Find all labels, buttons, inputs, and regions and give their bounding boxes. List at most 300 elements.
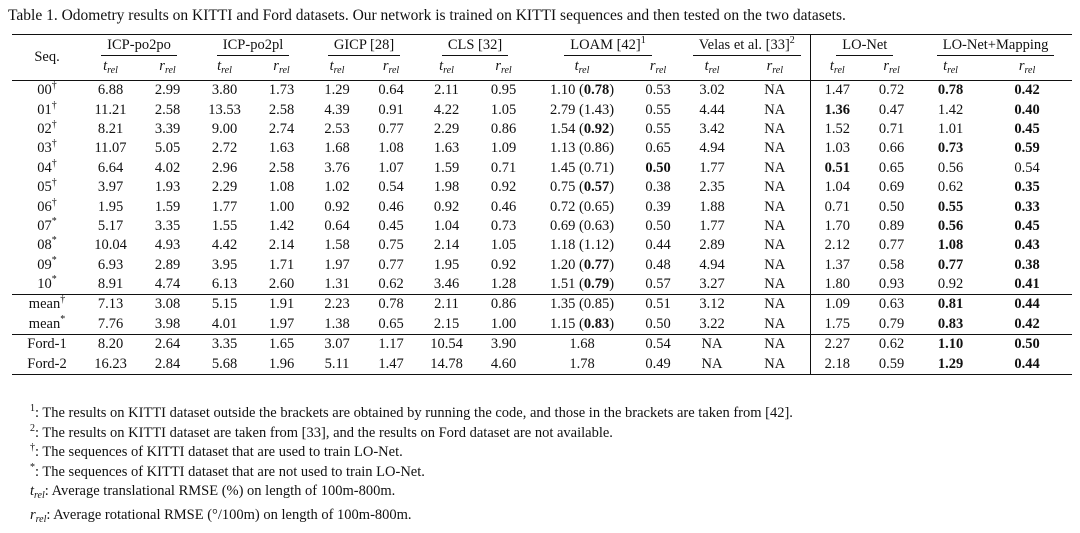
- value-cell: [740, 315, 810, 335]
- value-cell: [532, 100, 632, 119]
- cell-value: 0.77: [378, 120, 404, 137]
- value-cell: [82, 100, 139, 119]
- cell-value: 2.11: [434, 82, 459, 99]
- value-cell: [684, 178, 740, 197]
- value-cell: [532, 178, 632, 197]
- table-row: [12, 197, 1072, 216]
- value-cell: [632, 295, 684, 315]
- cell-value: 4.22: [433, 101, 460, 118]
- cell-value: 4.39: [324, 101, 350, 118]
- value-cell: [684, 100, 740, 119]
- cell-value: 1.98: [433, 179, 460, 196]
- cell-value: 1.37: [824, 256, 850, 273]
- metric-subscript: rel: [888, 65, 900, 76]
- value-cell: [418, 120, 475, 139]
- seq-mark: †: [51, 157, 57, 169]
- cell-value: 4.01: [211, 315, 238, 332]
- cell-value: 1.63: [268, 140, 295, 157]
- r-rel-header: [864, 57, 919, 81]
- method-name-text: ICP-po2po: [107, 37, 171, 53]
- seq-label: 07: [37, 217, 52, 234]
- cell-value: 1.47: [378, 355, 404, 372]
- value-cell: [475, 139, 532, 158]
- t-rel-header: [684, 57, 740, 81]
- cell-value: 0.83: [937, 315, 964, 332]
- method-name: [217, 36, 289, 56]
- seq-label: mean: [28, 315, 61, 332]
- cell-value: 3.76: [324, 159, 350, 176]
- value-cell: [864, 178, 919, 197]
- cell-value: 0.56: [937, 217, 964, 234]
- footnote-line: [30, 482, 1070, 506]
- value-cell: [253, 236, 310, 255]
- cell-value: 0.92: [490, 256, 517, 273]
- cell-value: 2.15: [433, 315, 460, 332]
- value-cell: [810, 159, 864, 178]
- value-cell: [919, 120, 982, 139]
- cell-value: 4.94: [699, 140, 725, 157]
- value-cell: [253, 256, 310, 275]
- cell-value: 1.35 (0.85): [549, 296, 615, 313]
- cell-value: 1.47: [824, 82, 850, 99]
- cell-value: 1.58: [324, 237, 350, 254]
- cell-value: 2.74: [268, 120, 295, 137]
- cell-value: 0.92: [324, 198, 350, 215]
- metric-subscript: rel: [655, 65, 667, 76]
- cell-value: 0.69: [878, 179, 905, 196]
- value-cell: [82, 197, 139, 216]
- value-cell: [632, 81, 684, 101]
- cell-value: 0.50: [878, 198, 905, 215]
- value-cell: [864, 139, 919, 158]
- value-cell: [740, 159, 810, 178]
- value-cell: [532, 335, 632, 355]
- cell-value: 2.89: [699, 237, 725, 254]
- value-cell: [864, 354, 919, 374]
- t-rel-header: [810, 57, 864, 81]
- t-rel-header: [418, 57, 475, 81]
- value-cell: [919, 100, 982, 119]
- method-header: [82, 35, 196, 58]
- cell-value: 1.80: [824, 276, 850, 293]
- cell-value: 2.29: [433, 120, 460, 137]
- cell-value: 0.71: [490, 159, 517, 176]
- cell-value: 0.64: [378, 82, 404, 99]
- metric-subscript: rel: [833, 65, 845, 76]
- value-cell: [982, 178, 1072, 197]
- value-cell: [632, 335, 684, 355]
- value-cell: [810, 256, 864, 275]
- value-cell: [864, 256, 919, 275]
- value-cell: [310, 335, 364, 355]
- cell-value: 1.73: [268, 82, 295, 99]
- cell-value: 1.17: [378, 336, 404, 353]
- value-cell: [310, 178, 364, 197]
- value-cell: [982, 217, 1072, 236]
- value-cell: [919, 81, 982, 101]
- seq-cell: [12, 120, 82, 139]
- metric-symbol: t: [943, 58, 948, 74]
- value-cell: [475, 354, 532, 374]
- cell-value: 0.49: [645, 355, 671, 372]
- value-cell: [982, 159, 1072, 178]
- value-cell: [253, 315, 310, 335]
- value-cell: [82, 335, 139, 355]
- cell-value: 1.15 (0.83): [549, 315, 615, 332]
- value-cell: [684, 256, 740, 275]
- cell-value: 0.45: [1014, 120, 1040, 137]
- cell-value: 0.35: [1014, 179, 1040, 196]
- value-cell: [139, 354, 196, 374]
- value-cell: [632, 197, 684, 216]
- t-rel-header: [919, 57, 982, 81]
- cell-value: 0.45: [1014, 217, 1040, 234]
- value-cell: [310, 197, 364, 216]
- value-cell: [364, 217, 418, 236]
- value-cell: [740, 81, 810, 101]
- value-cell: [982, 354, 1072, 374]
- value-cell: [532, 159, 632, 178]
- cell-value: 14.78: [430, 355, 463, 372]
- method-name-text: Velas et al. [33]: [698, 37, 790, 53]
- cell-value: 0.95: [490, 82, 517, 99]
- seq-cell: [12, 315, 82, 335]
- value-cell: [632, 178, 684, 197]
- value-cell: [982, 236, 1072, 255]
- cell-value: 1.68: [324, 140, 350, 157]
- seq-mark: †: [51, 99, 57, 111]
- value-cell: [810, 81, 864, 101]
- value-cell: [310, 159, 364, 178]
- value-cell: [740, 139, 810, 158]
- cell-value: 0.92: [490, 179, 517, 196]
- metric-symbol: t: [439, 58, 444, 74]
- mean-row: [12, 295, 1072, 315]
- value-cell: [684, 354, 740, 374]
- value-cell: [919, 256, 982, 275]
- value-cell: [684, 120, 740, 139]
- cell-value: 0.65: [645, 140, 671, 157]
- metric-subscript: rel: [278, 65, 290, 76]
- cell-value: 1.97: [324, 256, 350, 273]
- value-cell: [310, 100, 364, 119]
- value-cell: [919, 178, 982, 197]
- value-cell: [253, 100, 310, 119]
- cell-value: 1.96: [268, 355, 295, 372]
- value-cell: [253, 139, 310, 158]
- value-cell: [632, 275, 684, 295]
- cell-value: 0.69 (0.63): [549, 217, 615, 234]
- value-cell: [475, 217, 532, 236]
- cell-value: 1.51 (0.79): [549, 276, 615, 293]
- value-cell: [475, 315, 532, 335]
- seq-cell: [12, 100, 82, 119]
- value-cell: [864, 275, 919, 295]
- metric-symbol: t: [829, 58, 834, 74]
- cell-value: NA: [764, 179, 786, 196]
- cell-value: 0.73: [490, 217, 517, 234]
- cell-value: 6.13: [211, 276, 238, 293]
- seq-mark: †: [51, 80, 57, 92]
- footnote-text: : The sequences of KITTI dataset that are not used to train LO-Net.: [35, 463, 425, 480]
- method-header: [684, 35, 810, 58]
- cell-value: 0.51: [645, 296, 671, 313]
- cell-value: 1.59: [154, 198, 181, 215]
- value-cell: [253, 275, 310, 295]
- value-cell: [982, 275, 1072, 295]
- header-row-methods: [12, 35, 1072, 58]
- value-cell: [684, 217, 740, 236]
- value-cell: [364, 256, 418, 275]
- value-cell: [196, 236, 253, 255]
- t-rel-header: [532, 57, 632, 81]
- value-cell: [982, 335, 1072, 355]
- cell-value: 5.17: [97, 217, 124, 234]
- value-cell: [364, 236, 418, 255]
- t-rel-header: [310, 57, 364, 81]
- footnote-subscript: rel: [35, 513, 47, 525]
- seq-cell: [12, 354, 82, 374]
- cell-value: 0.86: [490, 120, 517, 137]
- value-cell: [684, 139, 740, 158]
- cell-value: 0.79: [878, 315, 905, 332]
- cell-value: 1.05: [490, 237, 517, 254]
- value-cell: [418, 81, 475, 101]
- value-cell: [740, 100, 810, 119]
- cell-value: 2.29: [211, 179, 238, 196]
- value-cell: [810, 236, 864, 255]
- value-cell: [982, 81, 1072, 101]
- cell-value: 7.76: [97, 315, 124, 332]
- value-cell: [632, 236, 684, 255]
- value-cell: [253, 120, 310, 139]
- cell-value: 10.54: [430, 336, 463, 353]
- method-header: [418, 35, 532, 58]
- value-cell: [740, 335, 810, 355]
- cell-value: 0.40: [1014, 101, 1040, 118]
- cell-value: 0.33: [1014, 198, 1040, 215]
- footnote-mark: 1: [30, 403, 35, 415]
- cell-value: 6.88: [97, 82, 124, 99]
- method-name-text: GICP [28]: [333, 37, 395, 53]
- cell-value: 4.44: [699, 101, 725, 118]
- value-cell: [864, 315, 919, 335]
- cell-value: 0.59: [1014, 140, 1040, 157]
- cell-value: 1.10: [937, 336, 964, 353]
- cell-value: 1.31: [324, 276, 350, 293]
- value-cell: [310, 217, 364, 236]
- cell-value: 0.75: [378, 237, 404, 254]
- cell-value: 3.98: [154, 315, 181, 332]
- seq-label: 10: [37, 276, 52, 293]
- cell-value: 0.43: [1014, 237, 1040, 254]
- value-cell: [740, 217, 810, 236]
- footnote-subscript: rel: [34, 490, 45, 502]
- cell-value: 1.36: [824, 101, 850, 118]
- method-footnote-mark: 1: [640, 35, 646, 47]
- value-cell: [196, 178, 253, 197]
- cell-value: 0.62: [378, 276, 404, 293]
- value-cell: [196, 159, 253, 178]
- cell-value: 0.54: [645, 336, 671, 353]
- value-cell: [919, 197, 982, 216]
- seq-cell: [12, 197, 82, 216]
- value-cell: [919, 275, 982, 295]
- cell-value: 0.86: [490, 296, 517, 313]
- value-cell: [532, 197, 632, 216]
- value-cell: [82, 295, 139, 315]
- value-cell: [418, 315, 475, 335]
- cell-value: 1.42: [268, 217, 295, 234]
- metric-subscript: rel: [221, 65, 232, 76]
- footnote-line: [30, 443, 1070, 463]
- cell-value: NA: [764, 217, 786, 234]
- cell-value: 2.58: [268, 159, 295, 176]
- cell-value: NA: [764, 82, 786, 99]
- cell-value: 0.48: [645, 256, 671, 273]
- value-cell: [418, 178, 475, 197]
- cell-value: 2.89: [154, 256, 181, 273]
- value-cell: [82, 256, 139, 275]
- cell-value: NA: [764, 355, 786, 372]
- value-cell: [684, 236, 740, 255]
- table-caption: Table 1. Odometry results on KITTI and Ford datasets. Our network is trained on KITTI sequences and then tested on the two datasets.: [8, 7, 846, 24]
- cell-value: 0.53: [645, 82, 671, 99]
- value-cell: [532, 315, 632, 335]
- cell-value: 0.50: [645, 315, 671, 332]
- value-cell: [196, 81, 253, 101]
- cell-value: 2.84: [154, 355, 181, 372]
- cell-value: 3.27: [699, 276, 725, 293]
- method-name: [564, 36, 651, 56]
- method-header: [919, 35, 1072, 58]
- cell-value: 0.93: [878, 276, 905, 293]
- metric-symbol: t: [217, 58, 222, 74]
- value-cell: [864, 100, 919, 119]
- cell-value: 0.50: [1014, 336, 1040, 353]
- cell-value: 4.93: [154, 237, 181, 254]
- cell-value: 2.35: [699, 179, 725, 196]
- r-rel-header: [139, 57, 196, 81]
- cell-value: NA: [764, 101, 786, 118]
- footnote-text: : The results on KITTI dataset outside the brackets are obtained by running the code, and those in the brackets are taken from [42].: [35, 405, 793, 421]
- cell-value: 1.09: [490, 140, 517, 157]
- cell-value: 3.35: [211, 336, 238, 353]
- value-cell: [532, 81, 632, 101]
- metric-subscript: rel: [164, 65, 176, 76]
- value-cell: [253, 217, 310, 236]
- metric-symbol: r: [382, 58, 389, 74]
- ford-row: [12, 354, 1072, 374]
- value-cell: [982, 295, 1072, 315]
- cell-value: NA: [764, 120, 786, 137]
- metric-subscript: rel: [772, 65, 783, 76]
- value-cell: [364, 354, 418, 374]
- cell-value: 7.13: [97, 296, 124, 313]
- cell-value: 11.21: [94, 101, 127, 118]
- value-cell: [196, 354, 253, 374]
- footnote-text: : Average rotational RMSE (°/100m) on length of 100m-800m.: [46, 506, 412, 523]
- value-cell: [310, 295, 364, 315]
- cell-value: 1.63: [433, 140, 460, 157]
- value-cell: [139, 159, 196, 178]
- seq-label: Ford-2: [27, 355, 67, 372]
- cell-value: 1.59: [433, 159, 460, 176]
- seq-cell: [12, 178, 82, 197]
- method-name-text: ICP-po2pl: [222, 37, 284, 53]
- cell-value: 0.46: [490, 198, 517, 215]
- cell-value: 0.44: [645, 237, 671, 254]
- cell-value: 11.07: [94, 140, 127, 157]
- cell-value: 4.60: [490, 355, 517, 372]
- value-cell: [532, 275, 632, 295]
- value-cell: [196, 315, 253, 335]
- footnote-symbol: r: [30, 506, 36, 523]
- r-rel-header: [475, 57, 532, 81]
- cell-value: NA: [764, 198, 786, 215]
- value-cell: [364, 335, 418, 355]
- value-cell: [418, 275, 475, 295]
- value-cell: [919, 217, 982, 236]
- metric-subscript: rel: [500, 65, 512, 76]
- cell-value: 0.66: [878, 140, 905, 157]
- cell-value: 0.73: [937, 140, 964, 157]
- cell-value: 1.75: [824, 315, 850, 332]
- value-cell: [810, 354, 864, 374]
- value-cell: [310, 315, 364, 335]
- value-cell: [810, 295, 864, 315]
- cell-value: 2.79 (1.43): [549, 101, 615, 118]
- seq-cell: [12, 139, 82, 158]
- r-rel-header: [253, 57, 310, 81]
- cell-value: 2.12: [824, 237, 850, 254]
- cell-value: 16.23: [94, 355, 127, 372]
- value-cell: [919, 139, 982, 158]
- cell-value: 3.97: [97, 179, 124, 196]
- cell-value: 0.62: [937, 179, 964, 196]
- cell-value: 3.07: [324, 336, 350, 353]
- value-cell: [919, 159, 982, 178]
- seq-mark: *: [51, 235, 57, 247]
- footnote-mark: †: [30, 442, 35, 454]
- value-cell: [475, 295, 532, 315]
- cell-value: 1.01: [937, 120, 964, 137]
- value-cell: [864, 217, 919, 236]
- cell-value: 0.64: [324, 217, 350, 234]
- value-cell: [632, 217, 684, 236]
- seq-label: 00: [37, 82, 52, 99]
- value-cell: [740, 354, 810, 374]
- value-cell: [196, 295, 253, 315]
- seq-cell: [12, 159, 82, 178]
- cell-value: 1.93: [154, 179, 181, 196]
- cell-value: 0.38: [1014, 256, 1040, 273]
- value-cell: [82, 275, 139, 295]
- cell-value: 0.78: [378, 296, 404, 313]
- method-footnote-mark: 2: [789, 35, 795, 47]
- value-cell: [864, 236, 919, 255]
- cell-value: 0.77: [878, 237, 905, 254]
- value-cell: [684, 197, 740, 216]
- value-cell: [196, 139, 253, 158]
- value-cell: [139, 217, 196, 236]
- value-cell: [82, 217, 139, 236]
- cell-value: 2.11: [434, 296, 459, 313]
- value-cell: [740, 295, 810, 315]
- value-cell: [139, 275, 196, 295]
- cell-value: 2.27: [824, 336, 850, 353]
- value-cell: [864, 81, 919, 101]
